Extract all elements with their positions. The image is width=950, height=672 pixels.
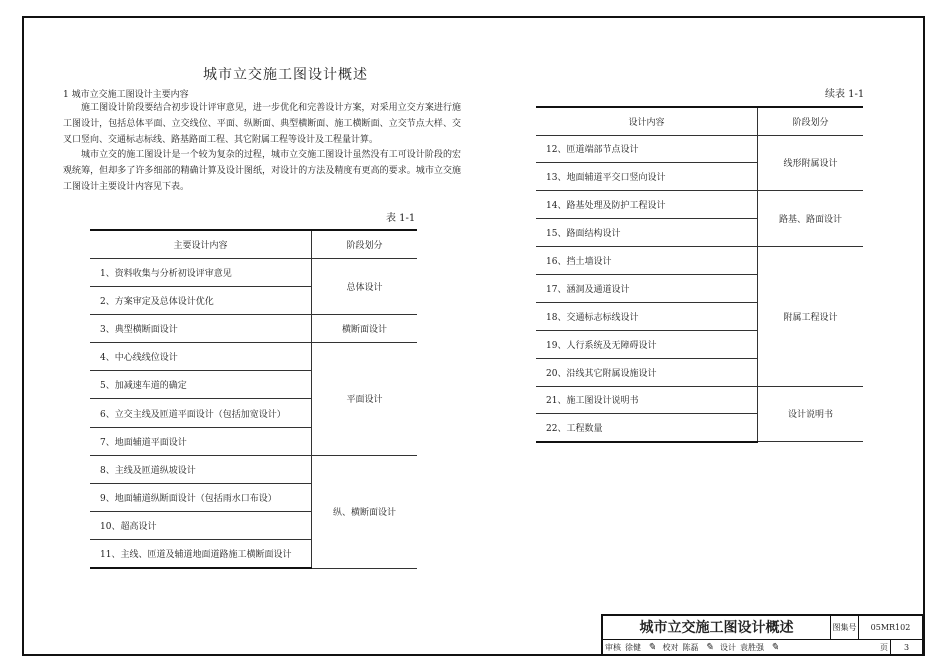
section-heading: 1 城市立交施工图设计主要内容 [63, 90, 189, 100]
table2-stage: 设计说明书 [758, 386, 864, 442]
table2-item: 14、路基处理及防护工程设计 [536, 191, 758, 219]
table1-item: 6、立交主线及匝道平面设计（包括加宽设计） [90, 399, 312, 427]
table1-header-stage: 阶段划分 [312, 230, 418, 258]
atlas-label: 图集号 [831, 616, 859, 640]
table1-header-row [90, 230, 417, 258]
table1-item: 10、超高设计 [90, 512, 312, 540]
table2-item: 21、施工图设计说明书 [536, 386, 758, 414]
table2-item: 13、地面辅道平交口竖向设计 [536, 163, 758, 191]
check-label: 校对 [662, 643, 679, 652]
table1-item: 7、地面辅道平面设计 [90, 427, 312, 455]
table1-stage: 纵、横断面设计 [312, 455, 418, 568]
table1-item: 4、中心线线位设计 [90, 343, 312, 371]
table-row [90, 258, 417, 286]
title-block [601, 614, 923, 654]
table1-item: 11、主线、匝道及辅道地面道路施工横断面设计 [90, 540, 312, 568]
table-row [90, 343, 417, 371]
table2-item: 12、匝道端部节点设计 [536, 135, 758, 163]
table-row [536, 191, 863, 219]
page-label: 页 [880, 643, 888, 652]
table2-item: 15、路面结构设计 [536, 219, 758, 247]
check-signature: ✎ [705, 642, 714, 653]
table2-stage: 路基、路面设计 [758, 191, 864, 247]
design-name: 袁胜强 [739, 643, 764, 652]
table1-stage: 总体设计 [312, 258, 418, 314]
table2-stage: 附属工程设计 [758, 247, 864, 386]
table-row [536, 135, 863, 163]
review-label: 审核 [605, 643, 621, 652]
design-signature: ✎ [770, 642, 779, 653]
table2-caption: 续表 1-1 [825, 89, 865, 100]
page-title: 城市立交施工图设计概述 [203, 67, 368, 83]
table2-header-stage: 阶段划分 [758, 107, 864, 135]
table-2 [536, 106, 863, 443]
table-row [536, 247, 863, 275]
table1-caption: 表 1-1 [386, 213, 416, 224]
table2-item: 18、交通标志标线设计 [536, 302, 758, 330]
signature-row [603, 640, 891, 656]
table2-item: 17、涵洞及通道设计 [536, 274, 758, 302]
table-row [90, 455, 417, 483]
intro-text [63, 101, 461, 196]
table2-item: 20、沿线其它附属设施设计 [536, 358, 758, 386]
table1-item: 9、地面辅道纵断面设计（包括雨水口布设） [90, 484, 312, 512]
design-label: 设计 [719, 643, 736, 652]
atlas-number: 05MR102 [859, 616, 923, 640]
table1-item: 1、资料收集与分析初设评审意见 [90, 258, 312, 286]
table1-header-content: 主要设计内容 [90, 230, 312, 258]
table2-header-row [536, 107, 863, 135]
table2-item: 22、工程数量 [536, 414, 758, 442]
page-number: 3 [891, 640, 923, 656]
paragraph-1: 施工图设计阶段要结合初步设计评审意见，进一步优化和完善设计方案，对采用立交方案进行施工图设计，包括总体平面、立交线位、平面、纵断面、典型横断面、施工横断面、立交节点大样、交叉口竖向、交通标志标线、路基路面工程、其它附属工程等设计及工程量计算。 [63, 103, 461, 145]
table2-item: 16、挡土墙设计 [536, 247, 758, 275]
table1-item: 3、典型横断面设计 [90, 314, 312, 342]
table1-stage: 平面设计 [312, 343, 418, 456]
table2-item: 19、人行系统及无障碍设计 [536, 330, 758, 358]
review-name: 徐健 [625, 643, 641, 652]
title-block-title: 城市立交施工图设计概述 [603, 616, 831, 640]
table2-header-content: 设计内容 [536, 107, 758, 135]
table-1 [90, 229, 417, 569]
table1-item: 8、主线及匝道纵坡设计 [90, 455, 312, 483]
table-row [90, 314, 417, 342]
table2-stage: 线形附属设计 [758, 135, 864, 191]
check-name: 陈磊 [682, 643, 699, 652]
review-signature: ✎ [647, 642, 656, 653]
table-row [536, 386, 863, 414]
table1-item: 5、加减速车道的确定 [90, 371, 312, 399]
paragraph-2: 城市立交的施工图设计是一个较为复杂的过程，城市立交施工图设计虽然没有工可设计阶段的宏观统筹，但却多了许多细部的精确计算及设计图纸，对设计的方法及精度有更高的要求。城市立交施工图设计主要设计内容见下表。 [63, 150, 461, 192]
table1-item: 2、方案审定及总体设计优化 [90, 286, 312, 314]
table1-stage: 横断面设计 [312, 314, 418, 342]
